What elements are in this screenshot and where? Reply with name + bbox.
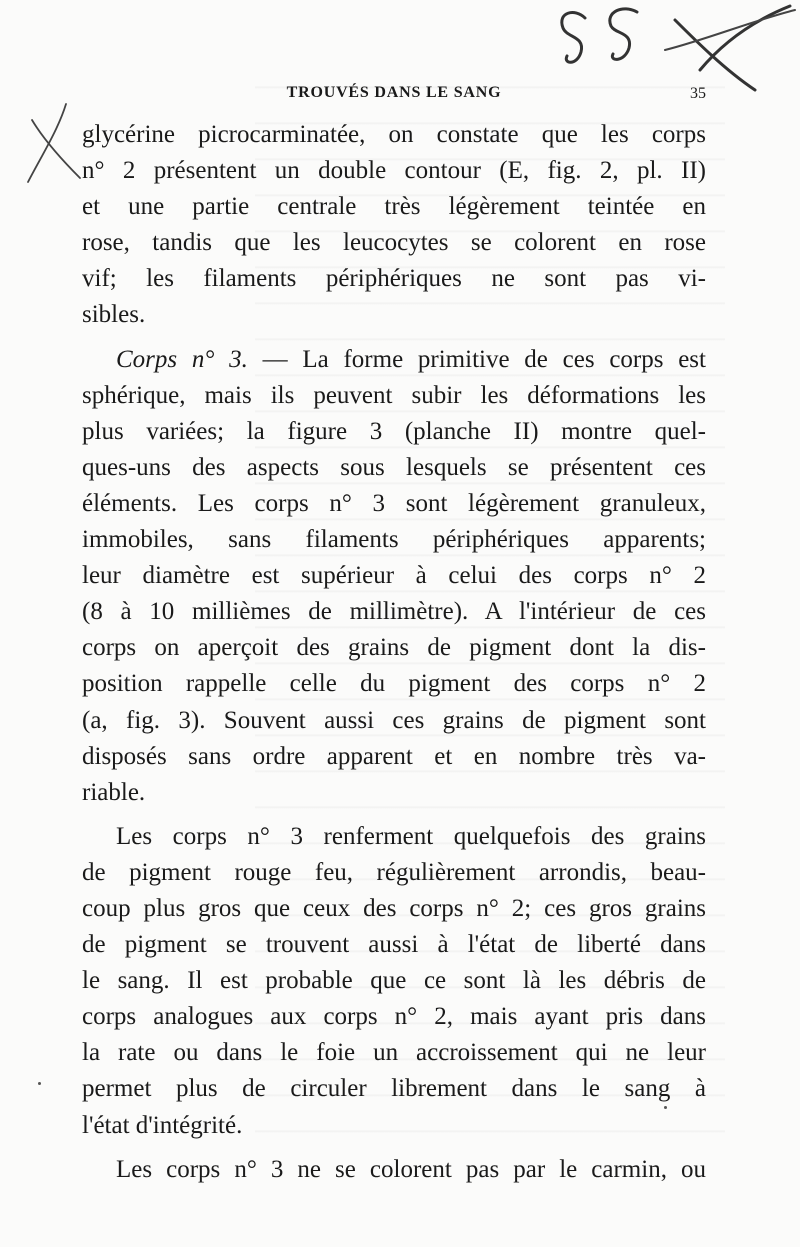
text-line: disposés sans ordre apparent et en nombre très va-: [82, 742, 706, 770]
text-line: corps on aperçoit des grains de pigment dont la dis-: [82, 634, 706, 662]
text-line: (8 à 10 millièmes de millimètre). A l'intérieur de ces: [82, 598, 706, 626]
text-line: de pigment se trouvent aussi à l'état de liberté dans: [82, 931, 706, 959]
paragraph: [82, 342, 706, 811]
text-line: permet plus de circuler librement dans le sang à: [82, 1075, 706, 1103]
paragraph: [82, 819, 706, 1144]
text-line: le sang. Il est probable que ce sont là les débris de: [82, 967, 706, 995]
text-line: vif; les filaments périphériques ne sont pas vi-: [82, 265, 706, 293]
text-line: sibles.: [82, 301, 146, 329]
text-line: n° 2 présentent un double contour (E, fig. 2, pl. II): [82, 157, 706, 185]
text-line: Les corps n° 3 ne se colorent pas par le carmin, ou: [116, 1155, 706, 1183]
page-number: 35: [690, 85, 706, 102]
text-line: corps analogues aux corps n° 2, mais ayant pris dans: [82, 1003, 706, 1031]
text-line: riable.: [82, 778, 146, 806]
section-heading: Corps n° 3.: [116, 345, 248, 373]
text-line: [82, 342, 706, 378]
text-line: coup plus gros que ceux des corps n° 2; ces gros grains: [82, 894, 706, 922]
speck: [664, 1106, 667, 1109]
text-line: leur diamètre est supérieur à celui des corps n° 2: [82, 562, 706, 590]
margin-x-mark: [22, 100, 82, 190]
text-line: ques-uns des aspects sous lesquels se présentent ces: [82, 453, 706, 481]
text-line: Les corps n° 3 renferment quelquefois des grains: [116, 822, 706, 850]
text-line: éléments. Les corps n° 3 sont légèrement granuleux,: [82, 489, 706, 517]
text-line: immobiles, sans filaments périphériques apparents;: [82, 526, 706, 554]
text-line: plus variées; la figure 3 (planche II) montre quel-: [82, 417, 706, 445]
running-head: TROUVÉS DANS LE SANG: [286, 84, 502, 101]
paragraph: [82, 117, 706, 334]
text-line: de pigment rouge feu, régulièrement arrondis, beau-: [82, 858, 706, 886]
text-line: position rappelle celle du pigment des corps n° 2: [82, 670, 706, 698]
text-line: la rate ou dans le foie un accroissement qui ne leur: [82, 1039, 706, 1067]
text-line: sphérique, mais ils peuvent subir les déformations les: [82, 381, 706, 409]
text-line: (a, fig. 3). Souvent aussi ces grains de pigment sont: [82, 706, 706, 734]
text-line: et une partie centrale très légèrement teintée en: [82, 193, 706, 221]
body-text: [82, 117, 706, 1188]
text-line: l'état d'intégrité.: [82, 1111, 243, 1139]
text-line: rose, tandis que les leucocytes se colorent en rose: [82, 229, 706, 257]
text-line: glycérine picrocarminatée, on constate que les corps: [82, 121, 706, 148]
text-line-rest: — La forme primitive de ces corps est: [247, 345, 706, 373]
speck: [38, 1082, 41, 1085]
paragraph: [82, 1152, 706, 1188]
page-header: [82, 84, 706, 108]
